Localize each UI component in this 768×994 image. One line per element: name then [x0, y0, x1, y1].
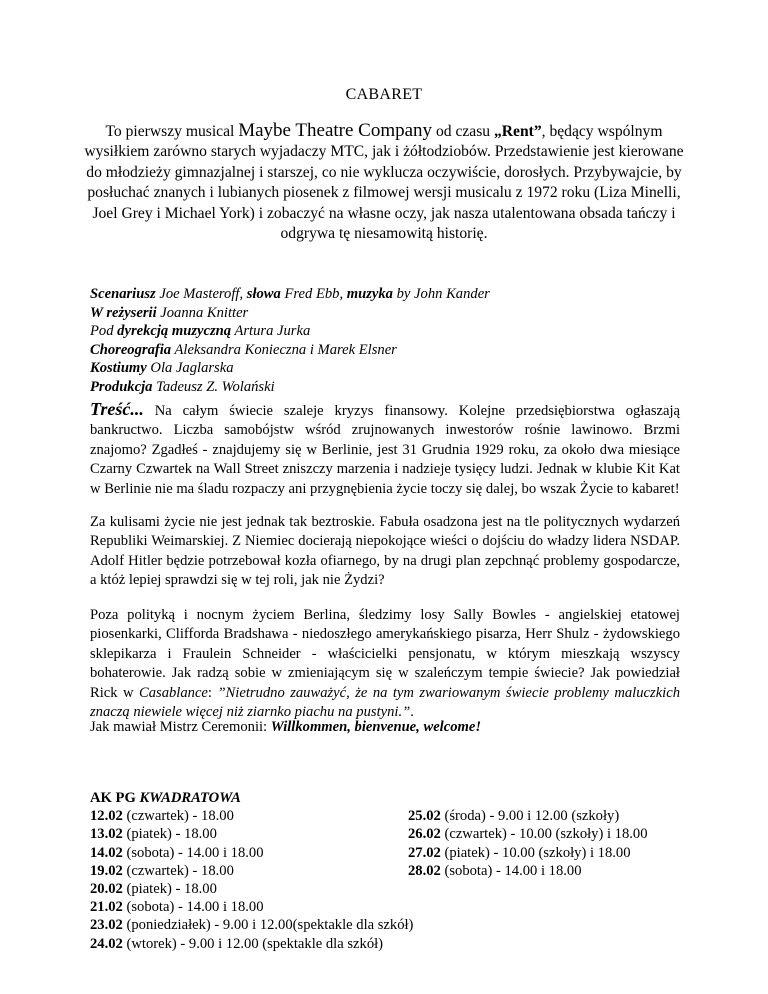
casablanca-quote: ”Nietrudno zauważyć, że na tym zwariowanym świecie problemy maluczkich znaczą niewiele więcej niż ziarnko piachu na pustyni.” [90, 684, 681, 721]
schedule-row: 25.02 (środa) - 9.00 i 12.00 (szkoły) [408, 808, 620, 825]
intro-text-3: , będący wspólnym wysiłkiem zarówno starych wyjadaczy MTC, jak i żółtodziobów. Przedstawienie jest kierowane do młodzieży gimnazjalnej i starszej, co nie wyklucza oczywiście, dorosłych. Przybywajcie, by posłuchać znanych i lubianych piosenek z filmowej wersji musicalu z 1972 roku (Liza Minelli, Joel Grey i Michael York) i zobaczyć na własne oczy, jak nasza utalentowana obsada tańczy i odgrywa tę niesamowitą historię. [84, 123, 684, 243]
schedule-row: 23.02 (poniedziałek) - 9.00 i 12.00(spektakle dla szkół) [90, 917, 414, 934]
schedule-row: 21.02 (sobota) - 14.00 i 18.00 [90, 899, 264, 916]
synopsis-text: Na całym świecie szaleje kryzys finansowy. Kolejne przedsiębiorstwa ogłaszają bankructwo. Liczba samobójstw wśród zrujnowanych inwestorów rośnie lawinowo. Brzmi znajomo? Zgadłeś - znajdujemy się w Berlinie, jest 31 Grudnia 1929 roku, za około dwa miesiące Czarny Czwartek na Wall Street zniszczy marzenia i nadzieje tysięcy ludzi. Jednak w klubie Kit Kat w Berlinie nie ma śladu rozpaczy ani przygnębienia życie toczy się dalej, bo wszak Życie to kabaret! [90, 403, 680, 497]
welcome-phrase: Willkommen, bienvenue, welcome! [270, 719, 482, 735]
characters-paragraph: Poza polityką i nocnym życiem Berlina, śledzimy losy Sally Bowles - angielskiej etatowej piosenkarki, Clifforda Bradshawa - niedoszłego amerykańskiego pisarza, Herr Shulz - żydowskiego sklepikarza i Fraulein Schneider - właścicielki pensjonatu, w którym mieszkają wszyscy bohaterowie. Jak radzą sobie w zmieniającym się w szaleńczym tempie świecie? Jak powiedział Rick w Casablance: ”Nietrudno zauważyć, że na tym zwariowanym świecie problemy maluczkich znaczą niewiele więcej niż ziarnko piachu na pustyni.”. [90, 607, 681, 721]
intro-paragraph [80, 121, 688, 244]
schedule-row: 24.02 (wtorek) - 9.00 i 12.00 (spektakle dla szkół) [90, 935, 384, 952]
synopsis-paragraph [90, 400, 680, 499]
page-title: CABARET [345, 86, 423, 103]
credit-line-choreography: Choreografia Aleksandra Konieczna i Marek Elsner [90, 341, 397, 358]
schedule-row: 27.02 (piatek) - 10.00 (szkoły) i 18.00 [408, 844, 631, 861]
credit-line-music-director: Pod dyrekcją muzyczną Artura Jurka [90, 323, 311, 340]
schedule-row: 13.02 (piatek) - 18.00 [90, 826, 217, 843]
schedule-row: 14.02 (sobota) - 14.00 i 18.00 [90, 844, 264, 861]
schedule-block [90, 789, 690, 952]
credit-line-director: W reżyserii Joanna Knitter [90, 304, 249, 321]
schedule-row: 28.02 (sobota) - 14.00 i 18.00 [408, 862, 582, 879]
credits-block [90, 285, 690, 397]
credit-line-costumes: Kostiumy Ola Jaglarska [90, 360, 234, 377]
company-name: Maybe Theatre Company [238, 120, 433, 141]
backstage-paragraph: Za kulisami życie nie jest jednak tak beztroskie. Fabuła osadzona jest na tle politycznych wydarzeń Republiki Weimarskiej. Z Niemiec docierają niepokojące wieści o dojściu do władzy lidera NSDAP. Adolf Hitler będzie potrzebował kozła ofiarnego, by na drugi plan zepchnąć problemy gospodarcze, a któż lepiej sprawdzi się w tej roli, jak nie Żydzi? [90, 514, 680, 589]
schedule-row: 26.02 (czwartek) - 10.00 (szkoły) i 18.00 [408, 826, 648, 843]
schedule-row: 19.02 (czwartek) - 18.00 [90, 862, 234, 879]
schedule-row: 12.02 (czwartek) - 18.00 [90, 808, 234, 825]
welcome-paragraph: Jak mawiał Mistrz Ceremonii: Willkommen, bienvenue, welcome! [90, 719, 482, 735]
credit-line-writers: Scenariusz Joe Masteroff, słowa Fred Ebb, muzyka by John Kander [90, 286, 490, 302]
intro-text-1: To pierwszy musical [105, 123, 239, 140]
intro-text-2: od czasu [432, 123, 494, 140]
venue-heading: AK PG KWADRATOWA [90, 790, 241, 806]
casablanca-title: Casablance [139, 684, 208, 701]
schedule-row: 20.02 (piatek) - 18.00 [90, 881, 217, 897]
schedule-column-right [408, 807, 708, 880]
synopsis-heading: Treść... [90, 399, 144, 419]
credit-line-production: Produkcja Tadeusz Z. Wolański [90, 378, 275, 395]
rent-title: „Rent” [493, 123, 542, 140]
